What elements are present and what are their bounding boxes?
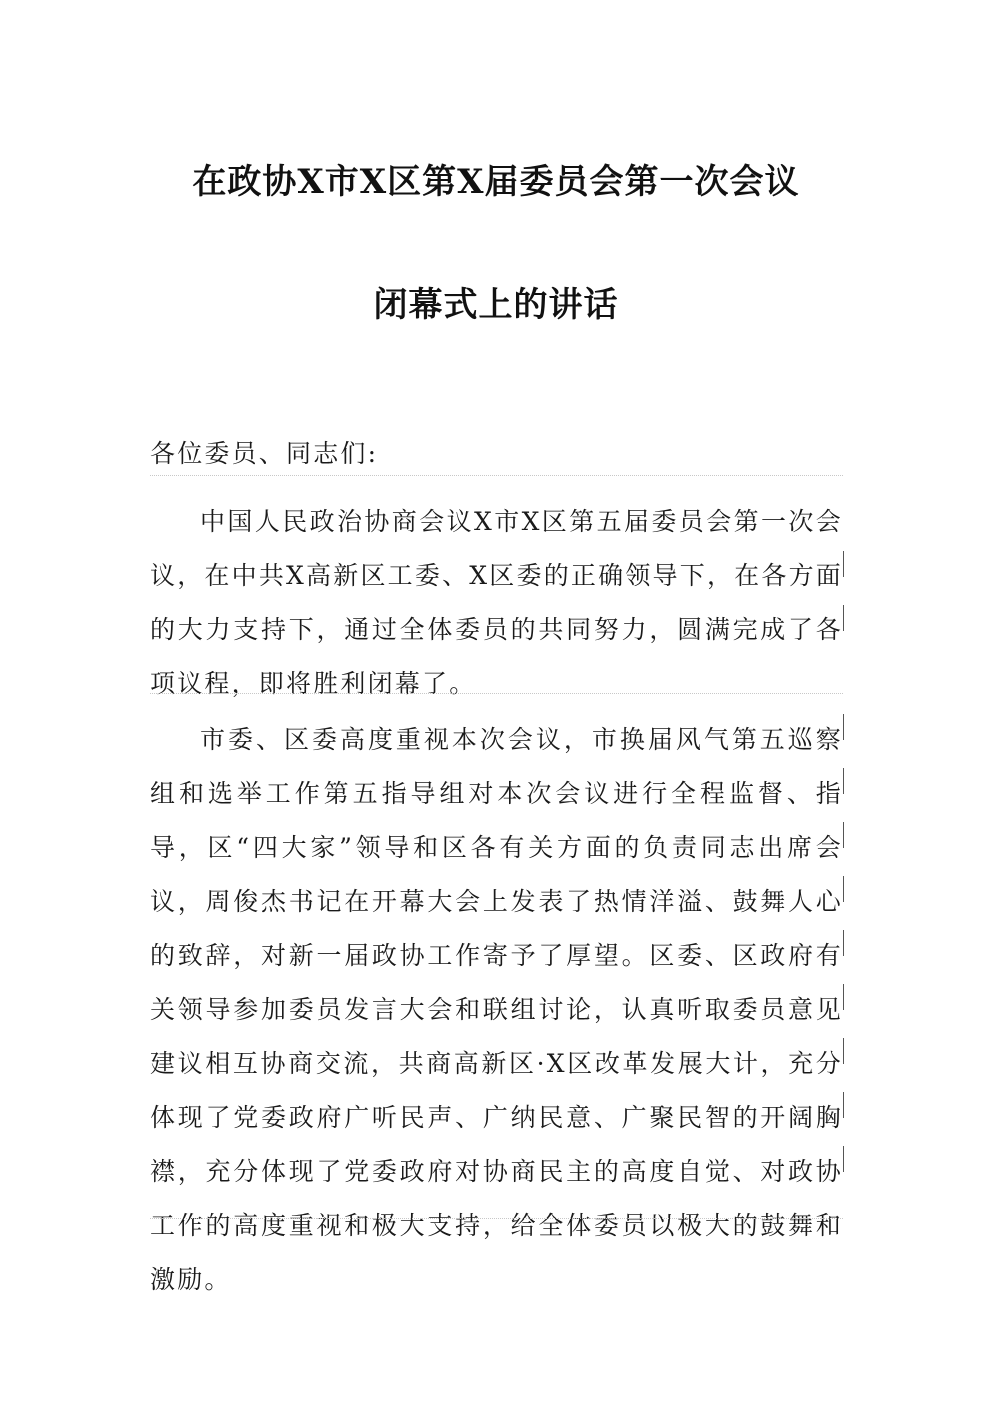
margin-mark [843, 876, 844, 902]
margin-mark [843, 551, 844, 577]
document-title-line-2: 闭幕式上的讲话 [373, 285, 619, 325]
paragraph-separator [150, 475, 843, 476]
document-title-line-1: 在政协X市X区第X届委员会第一次会议 [192, 162, 800, 202]
margin-mark [843, 984, 844, 1010]
margin-mark [843, 768, 844, 794]
margin-mark [843, 822, 844, 848]
margin-mark [843, 714, 844, 740]
margin-mark [843, 1038, 844, 1064]
salutation: 各位委员、同志们: [150, 439, 379, 468]
margin-mark [843, 1146, 844, 1172]
paragraph-1: 中国人民政治协商会议X市X区第五届委员会第一次会议，在中共X高新区工委、X区委的正确领导下，在各方面的大力支持下，通过全体委员的共同努力，圆满完成了各项议程，即将胜利闭幕了。 [150, 507, 843, 698]
margin-mark [843, 930, 844, 956]
paragraph-separator [150, 693, 843, 694]
margin-mark [843, 605, 844, 631]
paragraph-2: 市委、区委高度重视本次会议，市换届风气第五巡察组和选举工作第五指导组对本次会议进行全程监督、指导，区“四大家”领导和区各有关方面的负责同志出席会议，周俊杰书记在开幕大会上发表了热情洋溢、鼓舞人心的致辞，对新一届政协工作寄予了厚望。区委、区政府有关领导参加委员发言大会和联组讨论，认真听取委员意见建议相互协商交流，共商高新区·X区改革发展大计，充分体现了党委政府广听民声、广纳民意、广聚民智的开阔胸襟，充分体现了党委政府对协商民主的高度自觉、对政协工作的高度重视和极大支持，给全体委员以极大的鼓舞和激励。 [150, 725, 843, 1294]
margin-mark [843, 1092, 844, 1118]
paragraph-separator [150, 1218, 843, 1219]
